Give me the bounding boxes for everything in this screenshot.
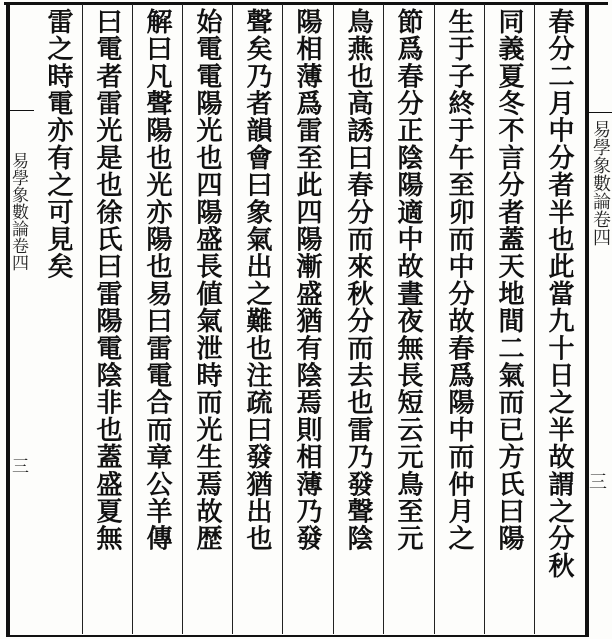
column-divider bbox=[232, 4, 233, 634]
column-divider bbox=[333, 4, 334, 634]
text-column-11: 雷之時電亦有之可見矣 bbox=[43, 8, 73, 280]
right-margin-strip bbox=[586, 2, 612, 636]
column-divider bbox=[484, 4, 485, 634]
column-divider bbox=[383, 4, 384, 634]
column-divider bbox=[82, 4, 83, 634]
text-column-8: 始電電陽光也四陽盛長値氣泄時而光生焉故歴 bbox=[192, 8, 222, 552]
column-divider bbox=[182, 4, 183, 634]
left-margin-strip bbox=[10, 2, 34, 636]
margin-rule bbox=[10, 110, 34, 111]
page-border-bottom bbox=[6, 635, 589, 637]
text-column-1: 春分二月中分者半也此當九十日之半故謂之分秋 bbox=[544, 8, 574, 580]
folio-number: 三 bbox=[8, 457, 28, 474]
page-border-top bbox=[4, 2, 608, 5]
text-column-3: 生于子終于午至卯而中分故春爲陽中而仲月之 bbox=[444, 8, 474, 552]
margin-rule bbox=[589, 112, 612, 113]
margin-title: 易學象數論卷四 bbox=[8, 152, 28, 271]
column-divider bbox=[434, 4, 435, 634]
text-column-10: 曰電者雷光是也徐氏曰雷陽電陰非也蓋盛夏無 bbox=[92, 8, 122, 552]
folio-number: 三 bbox=[586, 472, 607, 490]
text-column-5: 鳥燕也高誘曰春分而來秋分而去也雷乃發聲陰 bbox=[343, 8, 373, 552]
text-column-7: 聲矣乃者韻會曰象氣出之難也注疏曰發猶出也 bbox=[242, 8, 272, 552]
column-divider bbox=[132, 4, 133, 634]
margin-title: 易學象數論卷四 bbox=[590, 120, 611, 246]
text-column-6: 陽相薄爲雷至此四陽漸盛猶有陰焉則相薄乃發 bbox=[292, 8, 322, 552]
text-column-4: 節爲春分正陰陽適中故晝夜無長短云元鳥至元 bbox=[393, 8, 423, 552]
column-divider bbox=[282, 4, 283, 634]
text-column-2: 同義夏冬不言分者蓋天地間二氣而已方氏曰陽 bbox=[494, 8, 524, 552]
column-divider bbox=[534, 4, 535, 634]
text-column-9: 解曰凡聲陽也光亦陽也易曰雷電合而章公羊傳 bbox=[142, 8, 172, 552]
